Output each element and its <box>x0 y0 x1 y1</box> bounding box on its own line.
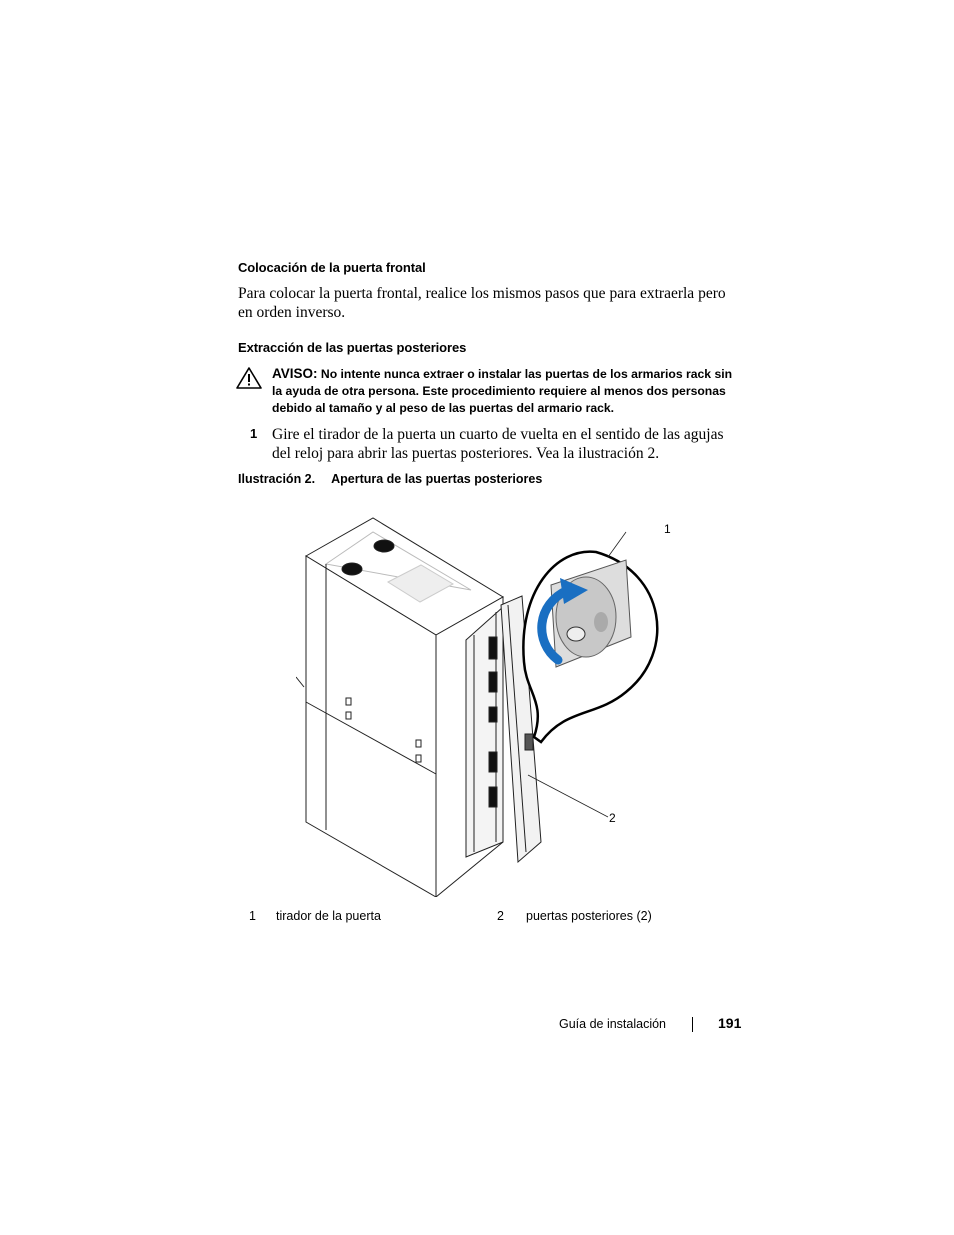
step-number: 1 <box>250 426 258 441</box>
step-text: Gire el tirador de la puerta un cuarto de vuelta en el sentido de las agujas del reloj para abrir las puertas posteriores. Vea la ilustración 2. <box>272 426 724 462</box>
figure-caption <box>238 472 542 486</box>
rear-doors-heading: Extracción de las puertas posteriores <box>238 340 467 355</box>
footer-separator <box>692 1017 693 1032</box>
figure-caption-label: Ilustración 2. <box>238 472 316 486</box>
footer-guide-label: Guía de instalación <box>559 1017 667 1031</box>
page-number: 191 <box>718 1015 742 1031</box>
rack-rear-doors-illustration <box>296 512 686 897</box>
legend-number-1: 1 <box>249 909 256 923</box>
callout-2: 2 <box>609 811 616 825</box>
warning-triangle-icon <box>236 367 262 389</box>
legend-label-2: puertas posteriores (2) <box>526 909 652 923</box>
legend-label-1: tirador de la puerta <box>276 909 381 923</box>
callout-1: 1 <box>664 522 671 536</box>
warning-text: No intente nunca extraer o instalar las puertas de los armarios rack sin la ayuda de otra persona. Este procedimiento requiere al menos dos personas debido al tamaño y al peso de las puertas del armario rack. <box>272 367 733 415</box>
figure-caption-title: Apertura de las puertas posteriores <box>331 472 543 486</box>
front-door-heading: Colocación de la puerta frontal <box>238 260 426 275</box>
front-door-paragraph: Para colocar la puerta frontal, realice los mismos pasos que para extraerla pero en orden inverso. <box>238 285 726 321</box>
warning-label: AVISO: <box>272 366 318 381</box>
legend-number-2: 2 <box>497 909 504 923</box>
